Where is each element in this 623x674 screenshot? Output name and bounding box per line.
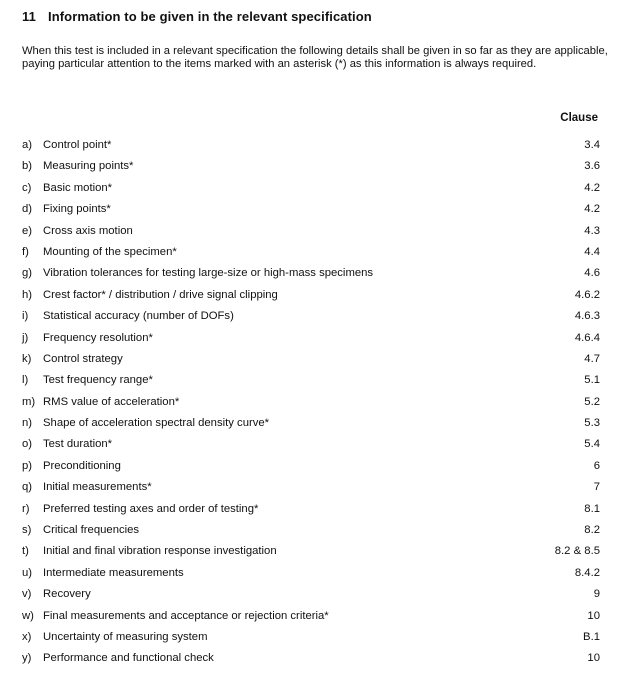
item-letter: p) (22, 459, 33, 472)
item-clause: 8.1 (584, 502, 600, 515)
item-letter: o) (22, 438, 33, 451)
list-item (22, 309, 600, 330)
item-label: Shape of acceleration spectral density curve* (43, 417, 270, 430)
item-letter: t) (22, 545, 29, 558)
list-item (22, 266, 600, 287)
list-item (22, 245, 600, 266)
item-letter: r) (22, 502, 30, 515)
item-label: Statistical accuracy (number of DOFs) (43, 310, 234, 323)
item-letter: n) (22, 417, 33, 430)
item-label: Vibration tolerances for testing large-size or high-mass specimens (43, 267, 374, 280)
item-label: Measuring points* (43, 160, 134, 173)
item-clause: 6 (593, 459, 600, 472)
item-label: Initial measurements* (43, 481, 152, 494)
item-letter: q) (22, 481, 33, 494)
list-item (22, 459, 600, 480)
item-letter: y) (22, 652, 32, 665)
requirements-list (22, 138, 600, 673)
item-clause: 5.1 (584, 374, 600, 387)
item-letter: c) (22, 181, 32, 194)
item-clause: 8.2 (584, 524, 600, 537)
list-item (22, 373, 600, 394)
list-item (22, 224, 600, 245)
section-number: 11 (22, 9, 36, 24)
list-item (22, 544, 600, 565)
item-label: Basic motion* (43, 181, 113, 194)
section-heading (22, 9, 372, 24)
item-clause: 9 (593, 588, 600, 601)
list-item (22, 523, 600, 544)
intro-paragraph: When this test is included in a relevant specification the following details shall be given in so far as they are applicable, paying particular attention to the items marked with an asterisk (*) as this information is always required. (22, 45, 608, 70)
item-letter: u) (22, 566, 33, 579)
item-clause: B.1 (583, 630, 600, 643)
item-label: Preconditioning (43, 459, 121, 472)
item-clause: 4.2 (584, 181, 600, 194)
list-item (22, 331, 600, 352)
item-label: Test duration* (43, 438, 113, 451)
list-item (22, 181, 600, 202)
item-letter: k) (22, 352, 32, 365)
item-label: Recovery (43, 588, 91, 601)
list-item (22, 138, 600, 159)
item-label: Cross axis motion (43, 224, 133, 237)
item-clause: 4.3 (584, 224, 600, 237)
item-clause: 4.6.4 (574, 331, 600, 344)
item-letter: s) (22, 524, 32, 537)
item-clause: 8.4.2 (574, 566, 600, 579)
item-label: Control strategy (43, 352, 123, 365)
item-letter: i) (22, 310, 29, 323)
item-letter: f) (22, 245, 29, 258)
list-item (22, 416, 600, 437)
item-letter: a) (22, 139, 33, 151)
clause-column-header: Clause (560, 112, 598, 124)
item-clause: 10 (587, 652, 600, 665)
list-item (22, 202, 600, 223)
item-letter: d) (22, 203, 33, 216)
section-title: Information to be given in the relevant specification (48, 9, 372, 24)
item-clause: 3.6 (584, 160, 600, 173)
item-clause: 4.6 (584, 267, 600, 280)
item-label: Crest factor* / distribution / drive signal clipping (43, 288, 278, 301)
item-letter: x) (22, 630, 32, 643)
item-label: Frequency resolution* (43, 331, 153, 344)
item-label: Preferred testing axes and order of testing* (43, 502, 259, 515)
item-letter: j) (22, 331, 29, 344)
item-label: Uncertainty of measuring system (43, 630, 208, 643)
list-item (22, 587, 600, 608)
item-clause: 5.3 (584, 417, 600, 430)
item-label: Final measurements and acceptance or rejection criteria* (43, 609, 329, 622)
list-item (22, 395, 600, 416)
item-label: Performance and functional check (43, 652, 214, 665)
item-letter: b) (22, 160, 33, 173)
list-item (22, 566, 600, 587)
item-letter: h) (22, 288, 33, 301)
item-clause: 10 (587, 609, 600, 622)
item-letter: e) (22, 224, 33, 237)
list-item (22, 630, 600, 651)
list-item (22, 480, 600, 501)
item-clause: 4.4 (584, 245, 600, 258)
item-label: Intermediate measurements (43, 566, 184, 579)
list-item (22, 437, 600, 458)
item-clause: 4.6.2 (574, 288, 600, 301)
item-clause: 5.4 (584, 438, 600, 451)
item-letter: m) (22, 395, 36, 408)
list-item (22, 609, 600, 630)
list-item (22, 288, 600, 309)
list-item (22, 502, 600, 523)
item-label: Critical frequencies (43, 524, 140, 537)
item-clause: 8.2 & 8.5 (554, 545, 600, 558)
item-letter: v) (22, 588, 32, 601)
item-label: Test frequency range* (43, 374, 153, 387)
item-clause: 7 (593, 481, 600, 494)
list-item (22, 651, 600, 672)
item-label: Initial and final vibration response investigation (43, 545, 277, 558)
item-label: Fixing points* (43, 203, 111, 216)
item-letter: w) (22, 609, 34, 622)
item-clause: 4.2 (584, 203, 600, 216)
item-letter: g) (22, 267, 33, 280)
list-item (22, 159, 600, 180)
list-item (22, 352, 600, 373)
item-clause: 4.6.3 (574, 310, 600, 323)
item-clause: 5.2 (584, 395, 600, 408)
item-letter: l) (22, 374, 29, 387)
item-label: RMS value of acceleration* (43, 395, 180, 408)
item-clause: 3.4 (584, 139, 600, 151)
item-clause: 4.7 (584, 352, 600, 365)
item-label: Mounting of the specimen* (43, 245, 177, 258)
item-label: Control point* (43, 139, 112, 151)
